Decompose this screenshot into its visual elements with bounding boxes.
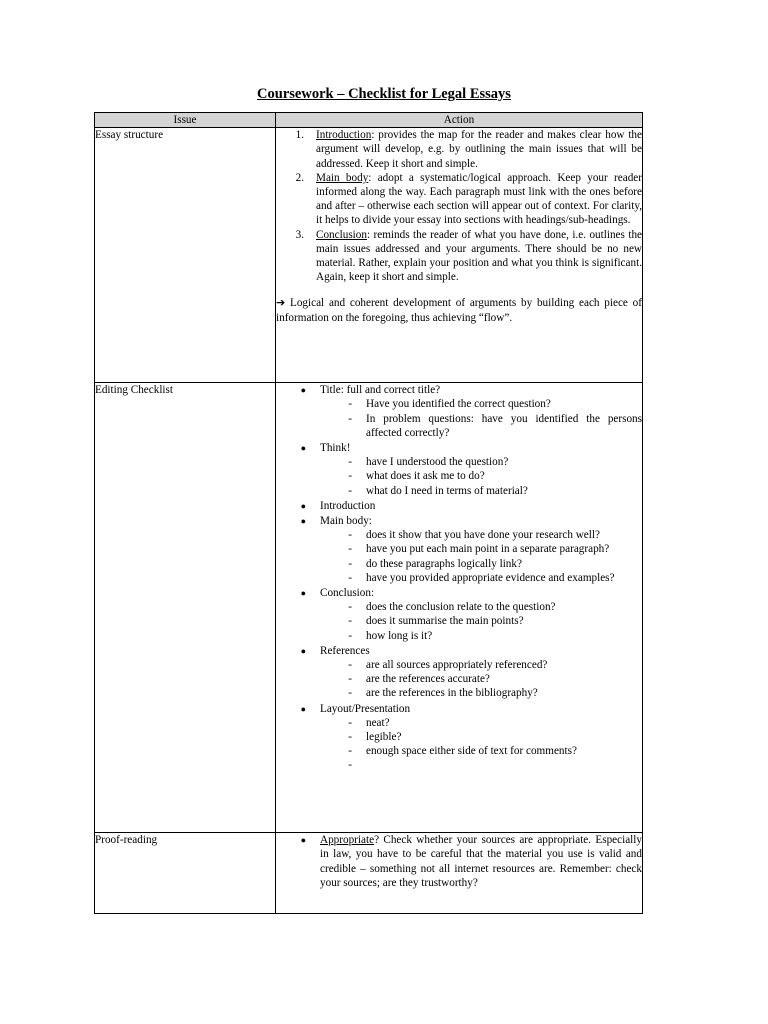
item-text: Main body: adopt a systematic/logical approach. Keep your reader informed along the way. Each paragraph must link with the ones before and after – otherwise each section will appear out of context. For clarity, it helps to divide your essay into sections with headings/sub-headings.	[316, 171, 642, 227]
checklist-item	[276, 586, 642, 643]
dash-icon: -	[348, 543, 352, 556]
sub-item-text: what does it ask me to do?	[366, 470, 485, 483]
sub-item-text: In problem questions: have you identified the persons affected correctly?	[366, 412, 642, 439]
checklist-item	[276, 499, 642, 513]
dash-icon: -	[348, 659, 352, 672]
checklist-label: Introduction	[320, 499, 376, 512]
sub-item-text: what do I need in terms of material?	[366, 484, 528, 497]
dash-icon: -	[348, 687, 352, 700]
dash-icon: -	[348, 745, 352, 758]
dash-icon: -	[348, 731, 352, 744]
sub-item-text: does the conclusion relate to the question?	[366, 601, 556, 614]
issue-cell: Essay structure	[95, 128, 276, 383]
checklist-label: References	[320, 644, 370, 657]
checklist-label: Title: full and correct title?	[320, 384, 441, 397]
checklist-table	[94, 112, 643, 914]
action-cell	[276, 383, 643, 833]
bullet-icon: ●	[300, 500, 306, 511]
dash-icon: -	[348, 557, 352, 570]
item-text: Introduction: provides the map for the reader and makes clear how the argument will develop, e.g. by outlining the main issues that will be addressed. Keep it short and simple.	[316, 129, 642, 170]
sub-item-text: have I understood the question?	[366, 456, 509, 469]
sub-item	[276, 397, 642, 411]
sub-item-text: have you provided appropriate evidence and examples?	[366, 571, 615, 584]
list-item	[276, 833, 642, 890]
sub-item	[276, 658, 642, 672]
summary-paragraph	[276, 296, 642, 324]
list-item	[276, 702, 642, 716]
dash-icon: -	[348, 759, 352, 772]
checklist-label: Conclusion:	[320, 587, 375, 600]
essay-structure-list	[276, 128, 642, 284]
dash-icon: -	[348, 629, 352, 642]
item-number: 2.	[295, 171, 304, 184]
sub-item	[276, 672, 642, 686]
bullet-icon: ●	[300, 703, 306, 714]
sub-item-text: enough space either side of text for comments?	[366, 745, 577, 758]
sub-item-text: legible?	[366, 731, 402, 744]
dash-icon: -	[348, 615, 352, 628]
sub-item	[276, 716, 642, 730]
table-row-editing-checklist	[95, 383, 643, 833]
dash-icon: -	[348, 470, 352, 483]
sub-item-text: are the references accurate?	[366, 673, 490, 686]
page-title: Coursework – Checklist for Legal Essays	[257, 86, 511, 102]
dash-icon: -	[348, 571, 352, 584]
item-number: 1.	[295, 129, 304, 142]
list-item	[276, 383, 642, 397]
sub-item	[276, 528, 642, 542]
list-item	[276, 586, 642, 600]
sub-item	[276, 455, 642, 469]
sub-item	[276, 484, 642, 498]
bullet-icon: ●	[300, 835, 306, 846]
dash-icon: -	[348, 529, 352, 542]
item-text: Conclusion: reminds the reader of what you have done, i.e. outlines the main issues addressed and your arguments. There should be no new material. Rather, explain your position and what you think is significant. Again, keep it short and simple.	[316, 228, 642, 284]
sub-item-text: are all sources appropriately referenced?	[366, 659, 548, 672]
item-term: Introduction	[316, 129, 372, 142]
dash-icon: -	[348, 601, 352, 614]
action-cell	[276, 833, 643, 914]
sub-item	[276, 629, 642, 643]
list-item	[276, 514, 642, 528]
sub-item	[276, 758, 642, 772]
list-item	[276, 128, 642, 171]
sub-item-text: does it summarise the main points?	[366, 615, 524, 628]
sub-item	[276, 744, 642, 758]
checklist-item	[276, 644, 642, 701]
sub-item-text: do these paragraphs logically link?	[366, 557, 522, 570]
sub-item-text: does it show that you have done your research well?	[366, 529, 600, 542]
table-header-row	[95, 113, 643, 128]
dash-icon: -	[348, 398, 352, 411]
action-cell	[276, 128, 643, 383]
sub-item	[276, 686, 642, 700]
bullet-icon: ●	[300, 443, 306, 454]
checklist-item	[276, 383, 642, 440]
sub-item-text: have you put each main point in a separate paragraph?	[366, 543, 610, 556]
arrow-right-icon: ➔	[276, 296, 286, 310]
sub-item-text: are the references in the bibliography?	[366, 687, 538, 700]
checklist-label: Main body:	[320, 515, 372, 528]
sub-item-text: neat?	[366, 716, 390, 729]
checklist-label: Layout/Presentation	[320, 702, 411, 715]
sub-item	[276, 469, 642, 483]
checklist-item	[276, 441, 642, 498]
proof-reading-text: Appropriate? Check whether your sources are appropriate. Especially in law, you have to be careful that the material you use is valid and credible – something not all internet resources are. Remember: check your sources; are they trustworthy?	[320, 834, 642, 889]
bullet-icon: ●	[300, 645, 306, 656]
sub-item-text: Have you identified the correct question?	[366, 398, 551, 411]
sub-item	[276, 412, 642, 440]
issue-cell: Editing Checklist	[95, 383, 276, 833]
item-term: Conclusion	[316, 228, 367, 241]
action-column-header: Action	[276, 113, 643, 128]
checklist-item	[276, 702, 642, 773]
bullet-icon: ●	[300, 588, 306, 599]
sub-item	[276, 557, 642, 571]
table-row-proof-reading	[95, 833, 643, 914]
checklist-label: Think!	[320, 442, 351, 455]
sub-item	[276, 614, 642, 628]
list-item	[276, 644, 642, 658]
dash-icon: -	[348, 412, 352, 425]
issue-column-header: Issue	[95, 113, 276, 128]
editing-checklist-list	[276, 383, 642, 772]
item-number: 3.	[295, 228, 304, 241]
dash-icon: -	[348, 456, 352, 469]
list-item	[276, 228, 642, 285]
sub-item	[276, 730, 642, 744]
checklist-item	[276, 514, 642, 585]
bullet-icon: ●	[300, 516, 306, 527]
dash-icon: -	[348, 673, 352, 686]
list-item	[276, 499, 642, 513]
list-item	[276, 441, 642, 455]
list-item	[276, 171, 642, 228]
sub-item	[276, 542, 642, 556]
dash-icon: -	[348, 484, 352, 497]
sub-item	[276, 571, 642, 585]
table-row-essay-structure	[95, 128, 643, 383]
item-term: Main body	[316, 171, 369, 184]
sub-item-text: how long is it?	[366, 629, 433, 642]
sub-item-text	[366, 758, 642, 772]
sub-item	[276, 600, 642, 614]
issue-cell: Proof-reading	[95, 833, 276, 914]
dash-icon: -	[348, 716, 352, 729]
proof-reading-term: Appropriate	[320, 834, 375, 847]
bullet-icon: ●	[300, 385, 306, 396]
summary-text: Logical and coherent development of arguments by building each piece of information on the foregoing, thus achieving “flow”.	[276, 297, 642, 324]
